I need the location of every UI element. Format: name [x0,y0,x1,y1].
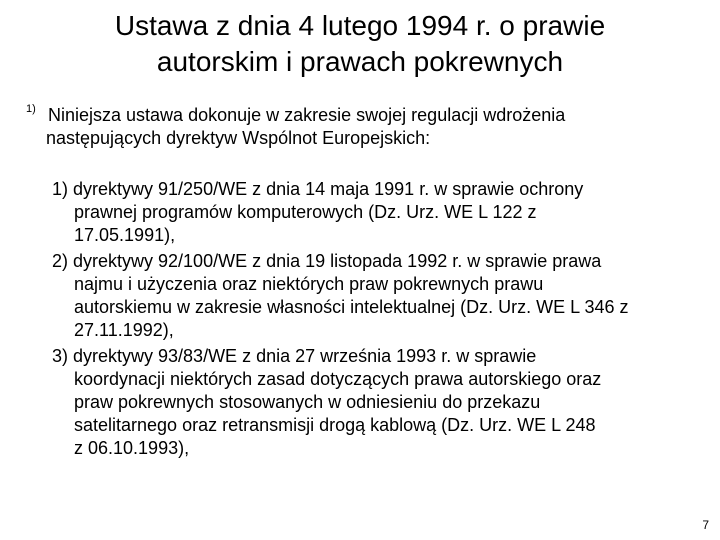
list-item-line: 3) dyrektywy 93/83/WE z dnia 27 września 1993 r. w sprawie [52,346,537,366]
list-item [52,250,702,342]
page-title [0,8,720,80]
intro-paragraph [22,104,692,150]
title-line-1: Ustawa z dnia 4 lutego 1994 r. o prawie [114,10,606,41]
list-item-line: autorskiemu w zakresie własności intelektualnej (Dz. Urz. WE L 346 z [74,297,629,317]
list-item-line: koordynacji niektórych zasad dotyczących prawa autorskiego oraz [74,369,602,389]
intro-line-2: następujących dyrektyw Wspólnot Europejskich: [46,128,431,148]
list-item-line: praw pokrewnych stosowanych w odniesieniu do przekazu [74,392,541,412]
intro-line-1: Niniejsza ustawa dokonuje w zakresie swojej regulacji wdrożenia [48,105,566,125]
list-item-line: satelitarnego oraz retransmisji drogą kablową (Dz. Urz. WE L 248 [74,415,596,435]
list-item-line: prawnej programów komputerowych (Dz. Urz. WE L 122 z [74,202,537,222]
list-item-line: z 06.10.1993), [74,438,190,458]
page-number: 7 [702,518,709,532]
list-item [52,345,702,460]
directive-list [52,178,702,463]
list-item-line: 2) dyrektywy 92/100/WE z dnia 19 listopada 1992 r. w sprawie prawa [52,251,602,271]
list-item-line: 17.05.1991), [74,225,176,245]
footnote-marker: 1) [26,103,36,115]
list-item-line: najmu i użyczenia oraz niektórych praw pokrewnych prawu [74,274,544,294]
list-item-line: 1) dyrektywy 91/250/WE z dnia 14 maja 1991 r. w sprawie ochrony [52,179,584,199]
list-item-line: 27.11.1992), [74,320,174,340]
list-item [52,178,702,247]
title-line-2: autorskim i prawach pokrewnych [156,46,564,77]
